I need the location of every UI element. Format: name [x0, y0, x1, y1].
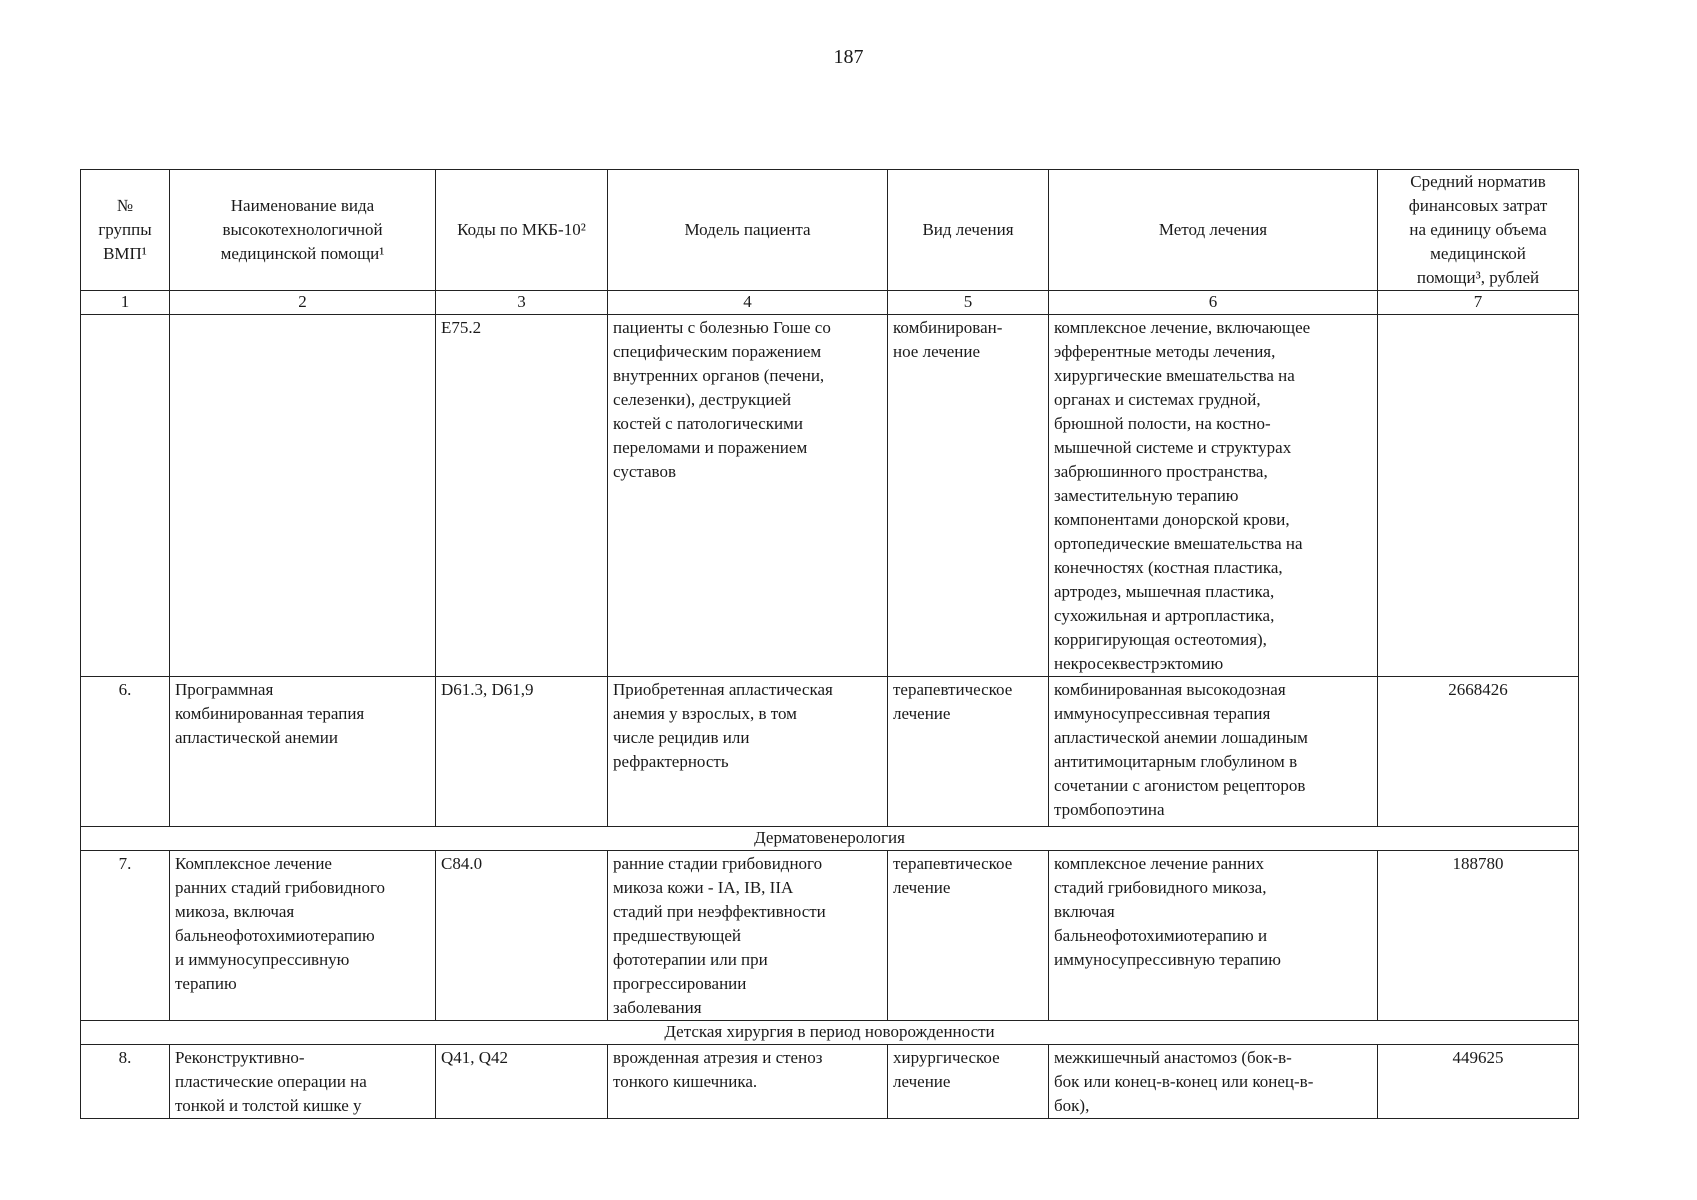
cost-standard [1378, 315, 1579, 677]
icd-codes: Q41, Q42 [436, 1045, 608, 1119]
group-number: 8. [81, 1045, 170, 1119]
treatment-type: терапевтическое лечение [888, 851, 1049, 1021]
cost-standard: 2668426 [1378, 677, 1579, 827]
group-number: 7. [81, 851, 170, 1021]
header-treatment-type: Вид лечения [888, 170, 1049, 291]
column-number: 6 [1049, 291, 1378, 315]
patient-model: ранние стадии грибовидного микоза кожи - IA, IB, IIA стадий при неэффективности предшествующей фототерапии или при прогрессировании заболевания [608, 851, 888, 1021]
column-number: 7 [1378, 291, 1579, 315]
vmp-table [80, 169, 1579, 1119]
column-number-row [81, 291, 1579, 315]
column-number: 1 [81, 291, 170, 315]
column-number: 3 [436, 291, 608, 315]
patient-model: врожденная атрезия и стеноз тонкого кишечника. [608, 1045, 888, 1119]
header-icd-codes: Коды по МКБ-10² [436, 170, 608, 291]
group-number: 6. [81, 677, 170, 827]
table-row [81, 315, 1579, 677]
treatment-method: комплексное лечение ранних стадий грибовидного микоза, включая бальнеофотохимиотерапию и иммуносупрессивную терапию [1049, 851, 1378, 1021]
icd-codes: C84.0 [436, 851, 608, 1021]
table-row [81, 1045, 1579, 1119]
header-patient-model: Модель пациента [608, 170, 888, 291]
care-type-name: Комплексное лечение ранних стадий грибовидного микоза, включая бальнеофотохимиотерапию и иммуносупрессивную терапию [170, 851, 436, 1021]
table-row [81, 677, 1579, 827]
care-type-name [170, 315, 436, 677]
treatment-method: межкишечный анастомоз (бок-в- бок или конец-в-конец или конец-в- бок), [1049, 1045, 1378, 1119]
header-cost-standard: Средний норматив финансовых затрат на единицу объема медицинской помощи³, рублей [1378, 170, 1579, 291]
cost-standard: 188780 [1378, 851, 1579, 1021]
care-type-name: Программная комбинированная терапия апластической анемии [170, 677, 436, 827]
page-number: 187 [833, 46, 864, 68]
column-number: 5 [888, 291, 1049, 315]
treatment-method: комплексное лечение, включающее эфферентные методы лечения, хирургические вмешательства на органах и системах грудной, брюшной полости, на костно- мышечной системе и структурах забрюшинного пространства, заместительную терапию компонентами донорской крови, ортопедические вмешательства на конечностях (костная пластика, артродез, мышечная пластика, сухожильная и артропластика, корригирующая остеотомия), некросеквестрэктомию [1049, 315, 1378, 677]
header-group-number: № группы ВМП¹ [81, 170, 170, 291]
header-care-type-name: Наименование вида высокотехнологичной медицинской помощи¹ [170, 170, 436, 291]
cost-standard: 449625 [1378, 1045, 1579, 1119]
icd-codes: D61.3, D61,9 [436, 677, 608, 827]
column-number: 2 [170, 291, 436, 315]
treatment-type: терапевтическое лечение [888, 677, 1049, 827]
treatment-type: хирургическое лечение [888, 1045, 1049, 1119]
section-row [81, 1021, 1579, 1045]
care-type-name: Реконструктивно- пластические операции на тонкой и толстой кишке у [170, 1045, 436, 1119]
table-row [81, 851, 1579, 1021]
patient-model: пациенты с болезнью Гоше со специфическим поражением внутренних органов (печени, селезенки), деструкцией костей с патологическими переломами и поражением суставов [608, 315, 888, 677]
icd-codes: E75.2 [436, 315, 608, 677]
treatment-method: комбинированная высокодозная иммуносупрессивная терапия апластической анемии лошадиным антитимоцитарным глобулином в сочетании с агонистом рецепторов тромбопоэтина [1049, 677, 1378, 827]
header-treatment-method: Метод лечения [1049, 170, 1378, 291]
patient-model: Приобретенная апластическая анемия у взрослых, в том числе рецидив или рефрактерность [608, 677, 888, 827]
section-title-dermatovenereology: Дерматовенерология [81, 827, 1579, 851]
column-number: 4 [608, 291, 888, 315]
treatment-type: комбинирован- ное лечение [888, 315, 1049, 677]
table-header-row [81, 170, 1579, 291]
section-title-neonatal-surgery: Детская хирургия в период новорожденности [81, 1021, 1579, 1045]
section-row [81, 827, 1579, 851]
group-number [81, 315, 170, 677]
